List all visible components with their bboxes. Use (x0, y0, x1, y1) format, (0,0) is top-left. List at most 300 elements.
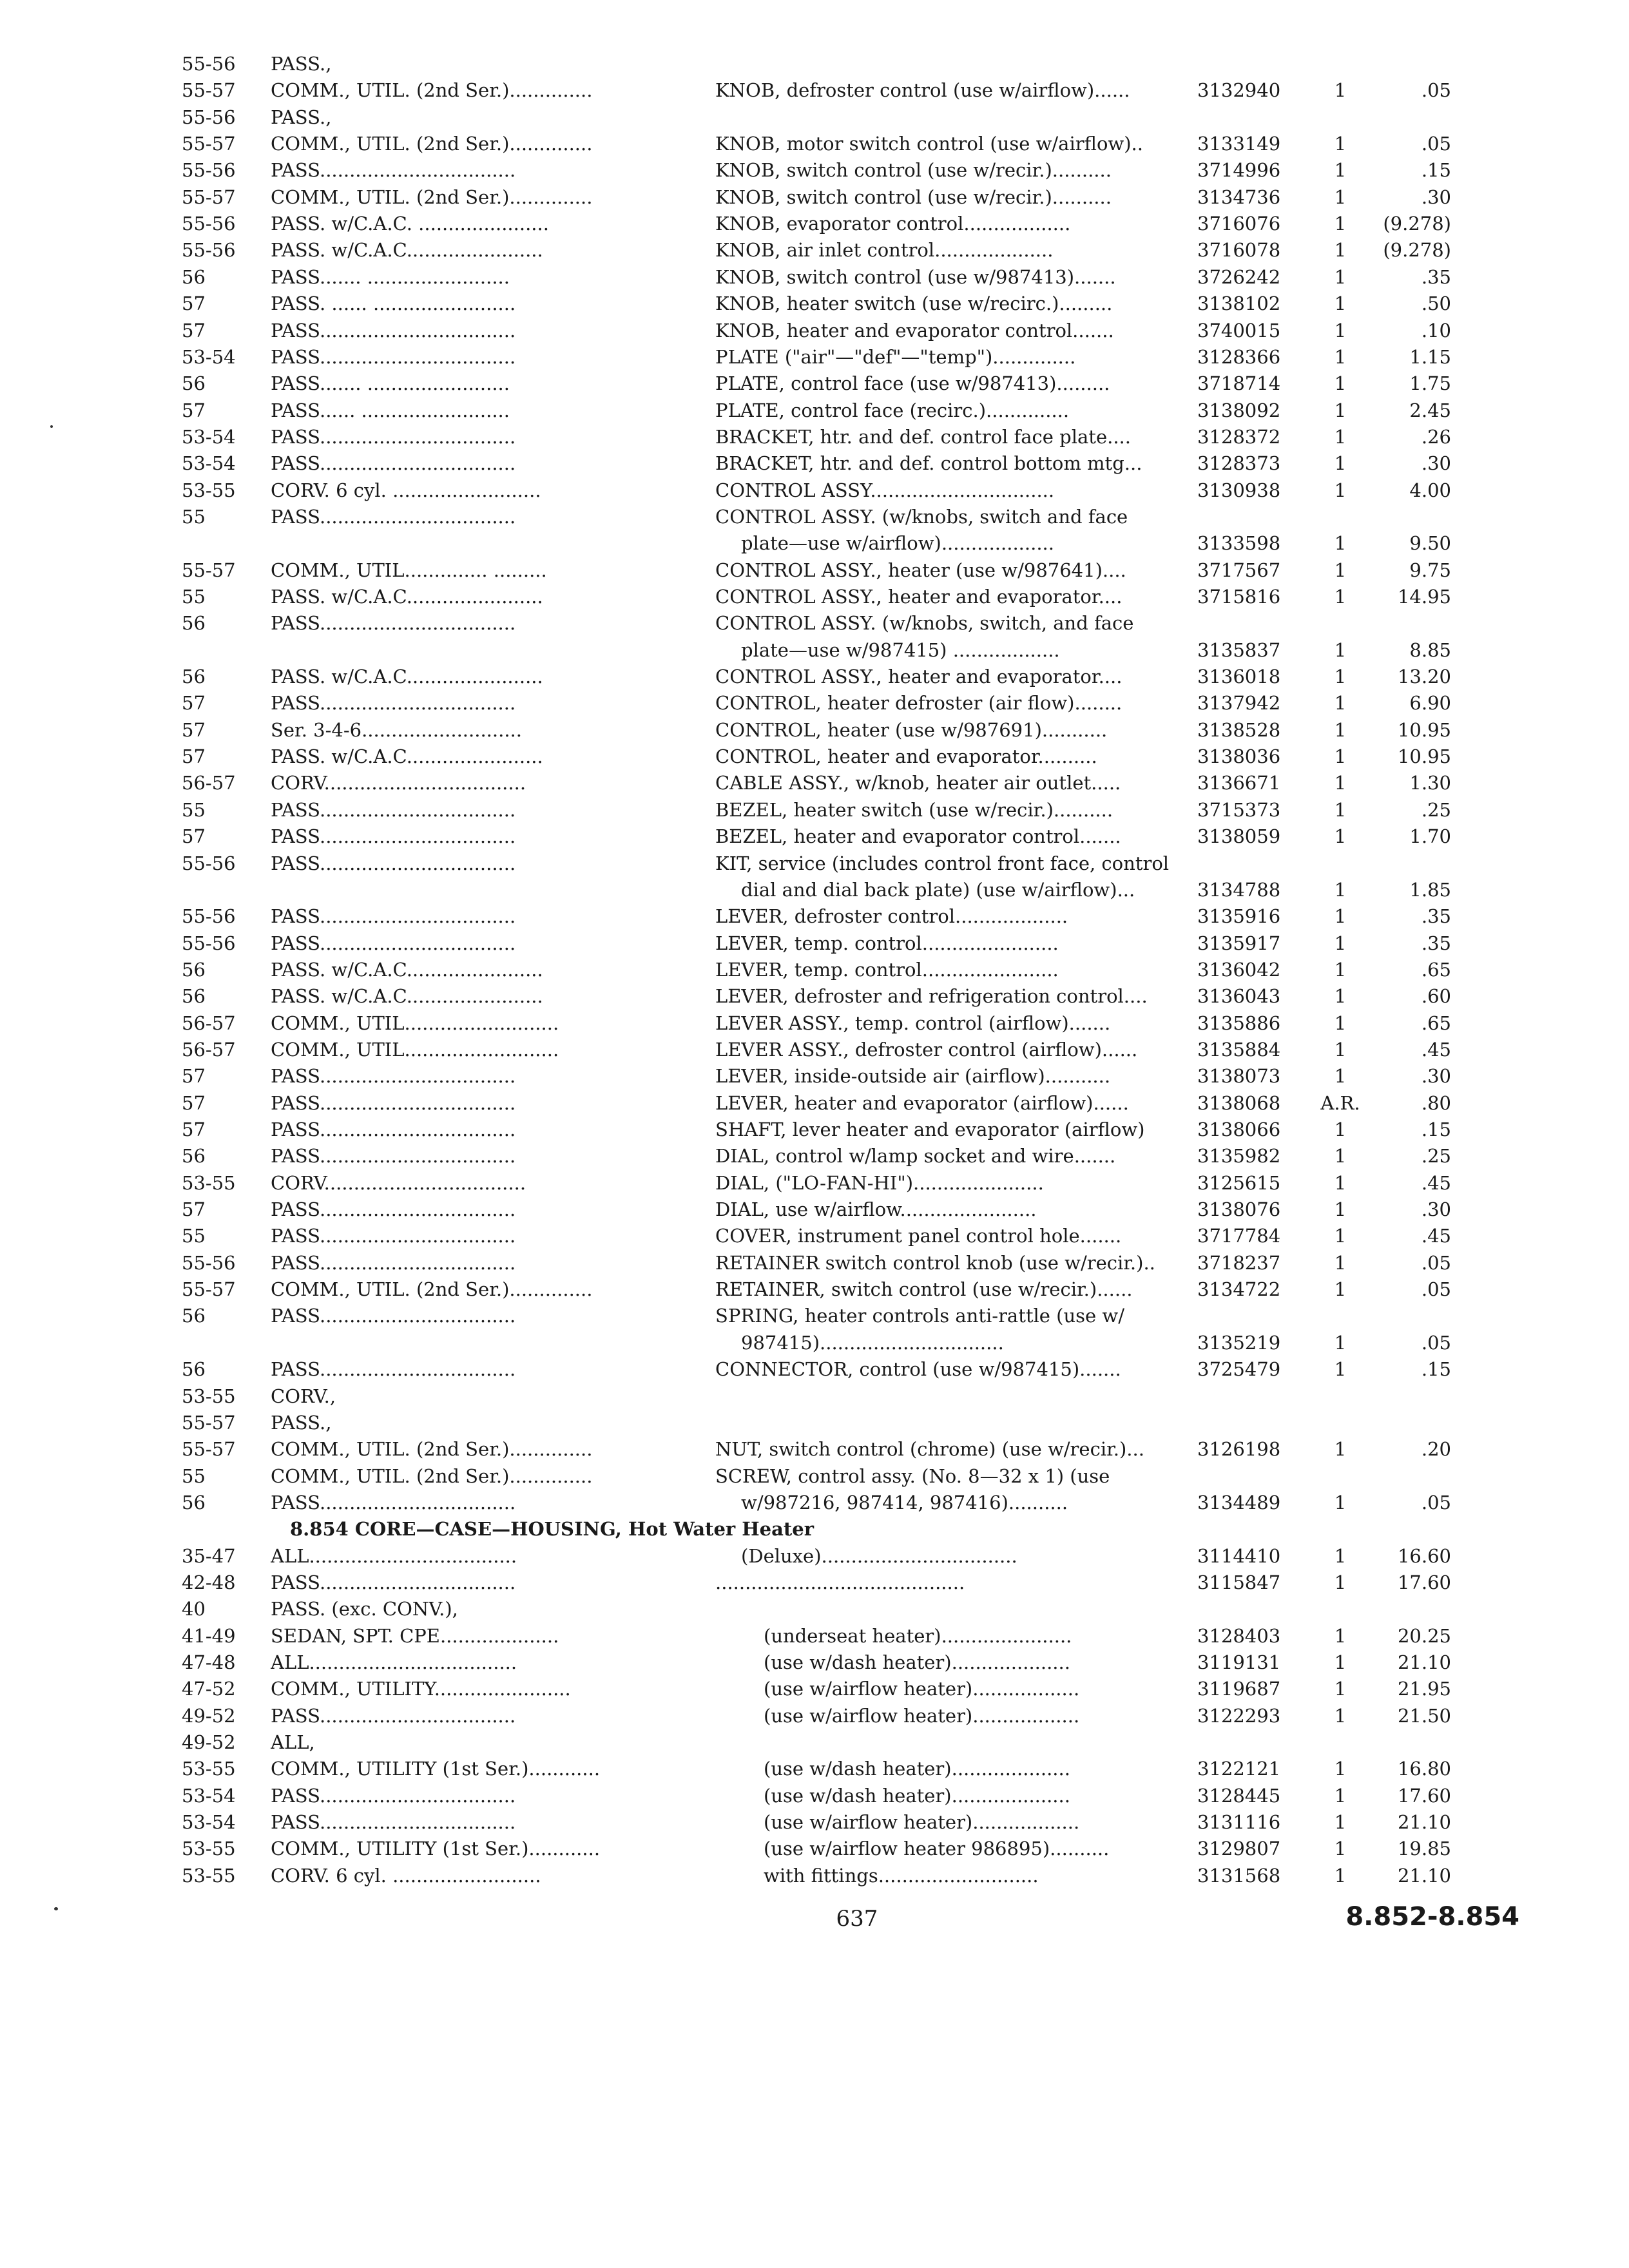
price: .05 (1421, 1251, 1451, 1274)
part-description: CONTROL ASSY., heater and evaporator.... (715, 666, 1123, 688)
part-description: SCREW, control assy. (No. 8—32 x 1) (use (715, 1465, 1110, 1487)
section-heading: 8.854 CORE—CASE—HOUSING, Hot Water Heater (290, 1518, 815, 1541)
quantity: 1 (1334, 1758, 1347, 1780)
parts-row (0, 610, 1629, 637)
part-number: 3129807 (1197, 1838, 1281, 1860)
model-year: 56 (182, 612, 206, 635)
price: .15 (1421, 1119, 1451, 1140)
quantity: 1 (1334, 1784, 1347, 1807)
part-number: 3119687 (1197, 1678, 1281, 1700)
page-number: 637 (836, 1906, 878, 1932)
price: .30 (1421, 1065, 1451, 1088)
part-description: (use w/airflow heater).................. (764, 1811, 1080, 1834)
part-number: 3138076 (1197, 1198, 1281, 1221)
quantity: 1 (1334, 666, 1347, 688)
parts-row (0, 823, 1629, 850)
price: .30 (1421, 452, 1451, 475)
part-description: (Deluxe)................................. (741, 1544, 1017, 1567)
quantity: 1 (1334, 1838, 1347, 1860)
price: 13.20 (1397, 666, 1451, 688)
part-number: 3718714 (1197, 372, 1281, 395)
part-description: CONTROL ASSY. (w/knobs, switch and face (715, 505, 1128, 528)
model-year: 53-54 (182, 425, 236, 448)
parts-row (0, 1169, 1629, 1196)
part-description: CONTROL, heater (use w/987691)........... (715, 718, 1108, 741)
part-number: 3133598 (1197, 532, 1281, 555)
part-description: LEVER, defroster control................... (715, 905, 1068, 928)
quantity: 1 (1334, 932, 1347, 954)
parts-row (0, 317, 1629, 344)
quantity: 1 (1334, 1225, 1347, 1247)
model: PASS...... ......................... (271, 399, 510, 421)
part-description: (use w/airflow heater).................. (764, 1678, 1080, 1700)
part-number: 3119131 (1197, 1651, 1281, 1673)
parts-row (0, 1249, 1629, 1276)
quantity: 1 (1334, 1864, 1347, 1887)
part-number: 3136671 (1197, 772, 1281, 794)
model: PASS................................. (271, 1305, 516, 1327)
part-description: KNOB, switch control (use w/recir.).......... (715, 159, 1112, 182)
part-number: 3138092 (1197, 399, 1281, 421)
part-number: 3138073 (1197, 1065, 1281, 1088)
quantity: 1 (1334, 186, 1347, 208)
quantity: 1 (1334, 1278, 1347, 1301)
quantity: 1 (1334, 79, 1347, 102)
price: .05 (1421, 133, 1451, 155)
parts-row (0, 637, 1629, 664)
quantity: 1 (1334, 1651, 1347, 1673)
model-year: 57 (182, 825, 206, 848)
parts-row (0, 983, 1629, 1010)
quantity: 1 (1334, 1491, 1347, 1514)
part-description: CONTROL ASSY............................... (715, 479, 1055, 501)
parts-row (0, 1196, 1629, 1223)
model: CORV.................................. (271, 1171, 526, 1194)
part-number: 3126198 (1197, 1438, 1281, 1461)
parts-row (0, 1356, 1629, 1383)
model-year: 53-55 (182, 1758, 236, 1780)
parts-row (0, 716, 1629, 744)
model: PASS................................. (271, 1065, 516, 1088)
model-year: 47-48 (182, 1651, 236, 1673)
model-year: 56-57 (182, 1012, 236, 1034)
model-year: 57 (182, 1119, 206, 1140)
parts-row (0, 264, 1629, 291)
price: .05 (1421, 1331, 1451, 1354)
part-number: 3138036 (1197, 745, 1281, 768)
parts-row (0, 1436, 1629, 1463)
model: CORV. 6 cyl. ......................... (271, 479, 541, 501)
model-year: 55-56 (182, 53, 236, 75)
part-number: 3115847 (1197, 1571, 1281, 1593)
price: 14.95 (1397, 586, 1451, 608)
parts-row (0, 1276, 1629, 1303)
model-year: 55-56 (182, 106, 236, 128)
model-year: 55-56 (182, 852, 236, 874)
parts-row (0, 1729, 1629, 1756)
model-year: 53-55 (182, 479, 236, 501)
parts-row (0, 930, 1629, 957)
model: COMM., UTIL. (2nd Ser.).............. (271, 1438, 593, 1461)
model: PASS. w/C.A.C....................... (271, 985, 543, 1008)
model-year: 56 (182, 1491, 206, 1514)
model: PASS................................. (271, 159, 516, 182)
parts-row (0, 769, 1629, 796)
parts-row (0, 1702, 1629, 1729)
price: 1.70 (1409, 825, 1451, 848)
price: .30 (1421, 1198, 1451, 1221)
parts-row (0, 503, 1629, 530)
price: 8.85 (1409, 639, 1451, 661)
part-number: 3138528 (1197, 718, 1281, 741)
model: PASS................................. (271, 825, 516, 848)
parts-row (0, 689, 1629, 716)
part-description: LEVER, temp. control....................... (715, 932, 1059, 954)
quantity: 1 (1334, 905, 1347, 928)
model-year: 55-57 (182, 1438, 236, 1461)
quantity: 1 (1334, 1145, 1347, 1168)
part-number: 3136042 (1197, 958, 1281, 981)
model: PASS................................. (271, 1358, 516, 1381)
model-year: 53-55 (182, 1171, 236, 1194)
model: COMM., UTIL.......................... (271, 1038, 559, 1061)
model-year: 55 (182, 1465, 206, 1487)
parts-row (0, 1302, 1629, 1329)
quantity: 1 (1334, 878, 1347, 901)
price: .26 (1421, 425, 1451, 448)
price: 1.75 (1409, 372, 1451, 395)
quantity: 1 (1334, 425, 1347, 448)
parts-row (0, 104, 1629, 131)
model: PASS................................. (271, 505, 516, 528)
model: PASS................................. (271, 692, 516, 715)
model: PASS................................. (271, 1704, 516, 1727)
part-number: 3136043 (1197, 985, 1281, 1008)
quantity: 1 (1334, 452, 1347, 475)
model: PASS................................. (271, 798, 516, 821)
model: ALL................................... (271, 1544, 517, 1567)
model: PASS....... ........................ (271, 265, 510, 288)
parts-row (0, 663, 1629, 690)
quantity: 1 (1334, 772, 1347, 794)
quantity: 1 (1334, 559, 1347, 581)
part-number: 3131568 (1197, 1864, 1281, 1887)
model: COMM., UTIL.............. ......... (271, 559, 547, 581)
part-number: 3128445 (1197, 1784, 1281, 1807)
parts-row (0, 210, 1629, 237)
price: .05 (1421, 1278, 1451, 1301)
part-description: (underseat heater)...................... (764, 1624, 1072, 1647)
parts-row (0, 1036, 1629, 1063)
quantity: 1 (1334, 159, 1347, 182)
part-description: (use w/airflow heater).................. (764, 1704, 1080, 1727)
quantity: 1 (1334, 372, 1347, 395)
part-description: (use w/airflow heater 986895).......... (764, 1838, 1110, 1860)
part-number: 3725479 (1197, 1358, 1281, 1381)
part-description: BEZEL, heater and evaporator control....... (715, 825, 1121, 848)
price: .45 (1421, 1225, 1451, 1247)
parts-row (0, 1862, 1629, 1889)
part-description: CONTROL ASSY., heater and evaporator.... (715, 586, 1123, 608)
model: COMM., UTIL. (2nd Ser.).............. (271, 133, 593, 155)
model-year: 55-56 (182, 239, 236, 262)
model-year: 55-57 (182, 559, 236, 581)
model: ALL, (271, 1731, 315, 1754)
quantity: 1 (1334, 1438, 1347, 1461)
part-number: 3135917 (1197, 932, 1281, 954)
price: (9.278) (1383, 213, 1451, 235)
quantity: 1 (1334, 718, 1347, 741)
quantity: 1 (1334, 345, 1347, 368)
part-description: PLATE ("air"—"def"—"temp").............. (715, 345, 1076, 368)
parts-row (0, 1383, 1629, 1410)
parts-row (0, 1595, 1629, 1622)
model-year: 55-56 (182, 932, 236, 954)
price: .65 (1421, 958, 1451, 981)
part-number: 3716078 (1197, 239, 1281, 262)
price: 21.10 (1397, 1651, 1451, 1673)
part-description: KNOB, heater and evaporator control....... (715, 319, 1114, 341)
part-number: 3130938 (1197, 479, 1281, 501)
parts-row (0, 1542, 1629, 1570)
price: 2.45 (1409, 399, 1451, 421)
model-year: 41-49 (182, 1624, 236, 1647)
part-number: 3715373 (1197, 798, 1281, 821)
parts-row (0, 397, 1629, 424)
quantity: 1 (1334, 1624, 1347, 1647)
quantity: 1 (1334, 1544, 1347, 1567)
part-description: CONTROL, heater and evaporator.......... (715, 745, 1097, 768)
quantity: 1 (1334, 1331, 1347, 1354)
part-description: KNOB, defroster control (use w/airflow)...... (715, 79, 1130, 102)
model: PASS. w/C.A.C....................... (271, 745, 543, 768)
part-description: KNOB, heater switch (use w/recirc.)......... (715, 293, 1113, 315)
model-year: 55-57 (182, 1411, 236, 1434)
parts-row (0, 1409, 1629, 1436)
quantity: 1 (1334, 133, 1347, 155)
part-number: 3138066 (1197, 1119, 1281, 1140)
part-description: .......................................... (715, 1571, 965, 1593)
part-number: 3137942 (1197, 692, 1281, 715)
parts-row (0, 343, 1629, 370)
model-year: 56-57 (182, 1038, 236, 1061)
part-description: LEVER ASSY., temp. control (airflow)....... (715, 1012, 1111, 1034)
parts-row (0, 530, 1629, 557)
price: .80 (1421, 1091, 1451, 1114)
part-number: 3726242 (1197, 265, 1281, 288)
part-description: with fittings........................... (764, 1864, 1039, 1887)
print-speck (50, 425, 53, 428)
parts-row (0, 903, 1629, 930)
price: 1.30 (1409, 772, 1451, 794)
model: PASS................................. (271, 1251, 516, 1274)
part-number: 3128373 (1197, 452, 1281, 475)
parts-row (0, 50, 1629, 77)
part-description: (use w/dash heater).................... (764, 1758, 1070, 1780)
parts-row (0, 77, 1629, 104)
model: PASS....... ........................ (271, 372, 510, 395)
model: COMM., UTIL. (2nd Ser.).............. (271, 186, 593, 208)
model: PASS................................. (271, 1091, 516, 1114)
model: CORV.................................. (271, 772, 526, 794)
model: PASS. w/C.A.C....................... (271, 586, 543, 608)
model: PASS................................. (271, 932, 516, 954)
parts-row (0, 743, 1629, 770)
model: COMM., UTIL.......................... (271, 1012, 559, 1034)
model: COMM., UTIL. (2nd Ser.).............. (271, 1278, 593, 1301)
part-description: 987415)............................... (741, 1331, 1004, 1354)
part-number: 3114410 (1197, 1544, 1281, 1567)
price: 21.95 (1397, 1678, 1451, 1700)
parts-row (0, 184, 1629, 211)
price: .35 (1421, 905, 1451, 928)
part-description: DIAL, use w/airflow....................... (715, 1198, 1037, 1221)
part-number: 3138068 (1197, 1091, 1281, 1114)
model: COMM., UTILITY (1st Ser.)............ (271, 1838, 601, 1860)
model: PASS................................. (271, 345, 516, 368)
model-year: 55 (182, 798, 206, 821)
price: .50 (1421, 293, 1451, 315)
quantity: 1 (1334, 639, 1347, 661)
price: .65 (1421, 1012, 1451, 1034)
parts-row (0, 1809, 1629, 1836)
model: PASS., (271, 53, 332, 75)
model-year: 55-57 (182, 133, 236, 155)
price: .25 (1421, 798, 1451, 821)
part-number: 3135884 (1197, 1038, 1281, 1061)
model: SEDAN, SPT. CPE.................... (271, 1624, 559, 1647)
parts-row (0, 1489, 1629, 1516)
quantity: 1 (1334, 1251, 1347, 1274)
part-number: 3718237 (1197, 1251, 1281, 1274)
price: .35 (1421, 932, 1451, 954)
parts-row (0, 477, 1629, 504)
quantity: 1 (1334, 532, 1347, 555)
part-description: CONNECTOR, control (use w/987415)....... (715, 1358, 1121, 1381)
part-number: 3128366 (1197, 345, 1281, 368)
price: .10 (1421, 319, 1451, 341)
parts-row (0, 130, 1629, 157)
part-description: KNOB, motor switch control (use w/airflow).. (715, 133, 1143, 155)
parts-row (0, 1755, 1629, 1782)
model: COMM., UTIL. (2nd Ser.).............. (271, 79, 593, 102)
parts-row (0, 876, 1629, 903)
parts-row (0, 1569, 1629, 1596)
quantity: 1 (1334, 399, 1347, 421)
quantity: 1 (1334, 1811, 1347, 1834)
model: PASS................................. (271, 425, 516, 448)
part-number: 3132940 (1197, 79, 1281, 102)
model: COMM., UTILITY (1st Ser.)............ (271, 1758, 601, 1780)
part-description: KNOB, switch control (use w/recir.).......... (715, 186, 1112, 208)
model-year: 40 (182, 1598, 206, 1620)
price: 16.80 (1397, 1758, 1451, 1780)
parts-row (0, 157, 1629, 184)
model: ALL................................... (271, 1651, 517, 1673)
parts-row (0, 1116, 1629, 1143)
part-description: w/987216, 987414, 987416).......... (741, 1491, 1068, 1514)
model-year: 57 (182, 692, 206, 715)
model-year: 53-54 (182, 345, 236, 368)
model: PASS................................. (271, 905, 516, 928)
price: 21.50 (1397, 1704, 1451, 1727)
quantity: 1 (1334, 985, 1347, 1008)
part-number: 3128403 (1197, 1624, 1281, 1647)
part-number: 3134489 (1197, 1491, 1281, 1514)
model: PASS................................. (271, 1119, 516, 1140)
model: PASS................................. (271, 319, 516, 341)
part-description: (use w/dash heater).................... (764, 1784, 1070, 1807)
parts-row (0, 1835, 1629, 1862)
parts-row (0, 1222, 1629, 1249)
part-description: LEVER, temp. control....................... (715, 958, 1059, 981)
part-number: 3135982 (1197, 1145, 1281, 1168)
part-number: 3125615 (1197, 1171, 1281, 1194)
part-description: CABLE ASSY., w/knob, heater air outlet..... (715, 772, 1121, 794)
model-year: 53-55 (182, 1838, 236, 1860)
price: .45 (1421, 1171, 1451, 1194)
model: PASS., (271, 1411, 332, 1434)
parts-row (0, 1622, 1629, 1649)
model-year: 42-48 (182, 1571, 236, 1593)
part-number: 3136018 (1197, 666, 1281, 688)
price: 9.50 (1409, 532, 1451, 555)
model-year: 57 (182, 745, 206, 768)
model: Ser. 3-4-6........................... (271, 718, 522, 741)
model: PASS................................. (271, 1784, 516, 1807)
part-number: 3134722 (1197, 1278, 1281, 1301)
model: PASS................................. (271, 1225, 516, 1247)
part-description: COVER, instrument panel control hole....... (715, 1225, 1122, 1247)
part-description: PLATE, control face (use w/987413)......... (715, 372, 1110, 395)
part-description: CONTROL, heater defroster (air flow)........ (715, 692, 1123, 715)
price: 10.95 (1397, 718, 1451, 741)
parts-row (0, 423, 1629, 450)
model-year: 55 (182, 586, 206, 608)
price: 21.10 (1397, 1811, 1451, 1834)
quantity: 1 (1334, 293, 1347, 315)
part-description: PLATE, control face (recirc.).............. (715, 399, 1070, 421)
model-year: 53-54 (182, 1811, 236, 1834)
parts-row (0, 583, 1629, 610)
price: 4.00 (1409, 479, 1451, 501)
part-description: plate—use w/airflow)................... (741, 532, 1054, 555)
quantity: 1 (1334, 1012, 1347, 1034)
model-year: 53-55 (182, 1864, 236, 1887)
parts-row (0, 1675, 1629, 1702)
quantity: 1 (1334, 265, 1347, 288)
part-number: 3135886 (1197, 1012, 1281, 1034)
model-year: 57 (182, 319, 206, 341)
model-year: 57 (182, 1198, 206, 1221)
model-year: 49-52 (182, 1731, 236, 1754)
price: 16.60 (1397, 1544, 1451, 1567)
part-description: KNOB, air inlet control.................... (715, 239, 1054, 262)
part-number: 3131116 (1197, 1811, 1281, 1834)
quantity: 1 (1334, 1038, 1347, 1061)
quantity: 1 (1334, 479, 1347, 501)
part-number: 3133149 (1197, 133, 1281, 155)
price: 21.10 (1397, 1864, 1451, 1887)
part-number: 3134788 (1197, 878, 1281, 901)
quantity: 1 (1334, 1704, 1347, 1727)
part-description: CONTROL ASSY. (w/knobs, switch, and face (715, 612, 1134, 635)
price: .60 (1421, 985, 1451, 1008)
part-description: DIAL, ("LO-FAN-HI")...................... (715, 1171, 1044, 1194)
quantity: 1 (1334, 1198, 1347, 1221)
quantity: 1 (1334, 239, 1347, 262)
model-year: 55-56 (182, 905, 236, 928)
